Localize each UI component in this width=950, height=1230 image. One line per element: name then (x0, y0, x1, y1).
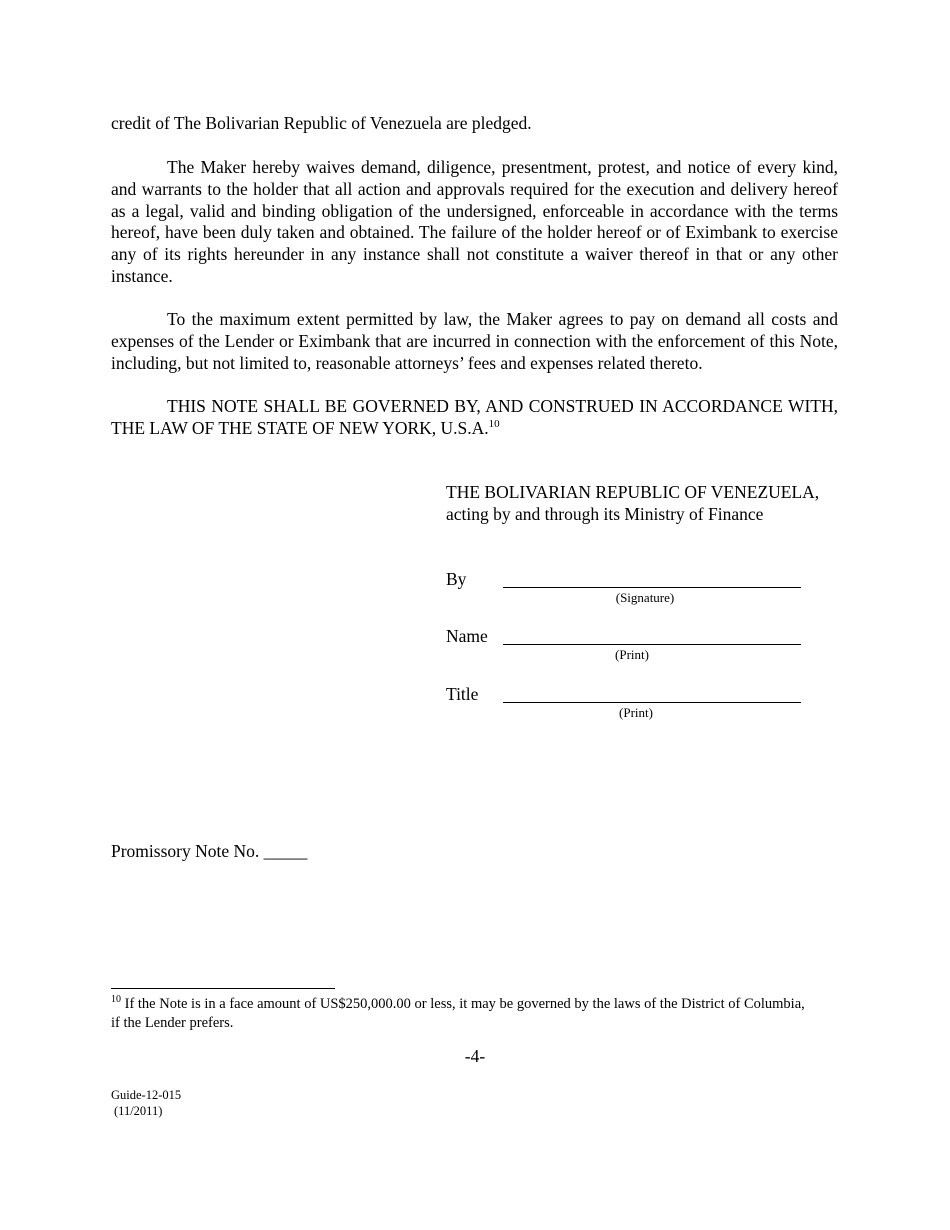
footnote (111, 995, 811, 1032)
title-caption: (Print) (619, 705, 653, 720)
note-number-label: Promissory Note No. (111, 841, 260, 861)
signatory-name: THE BOLIVARIAN REPUBLIC OF VENEZUELA, (446, 482, 820, 502)
by-label: By (446, 569, 467, 589)
name-line[interactable] (503, 644, 801, 645)
page-number: -4- (464, 1046, 486, 1066)
footnote-text: If the Note is in a face amount of US$250,000.00 or less, it may be governed by the laws of the District of Columbia, if the Lender prefers. (111, 996, 805, 1031)
name-caption: (Print) (615, 647, 649, 662)
guide-reference (111, 1088, 181, 1119)
governing-law-block (111, 396, 838, 440)
waiver-text: The Maker hereby waives demand, diligence, presentment, protest, and notice of every kind, and warrants to the holder that all action and approvals required for the execution and delivery hereof as a legal, valid and binding obligation of the undersigned, enforceable in accordance with the terms hereof, have been duly taken and obtained. The failure of the holder hereof or of Eximbank to exercise any of its rights hereunder in any instance shall not constitute a waiver thereof in that or any other instance. (111, 157, 838, 286)
governing-law-paragraph (111, 396, 838, 440)
costs-text: To the maximum extent permitted by law, the Maker agrees to pay on demand all costs and expenses of the Lender or Eximbank that are incurred in connection with the enforcement of this Note, including, but not limited to, reasonable attorneys’ fees and expenses related thereto. (111, 309, 838, 373)
governing-law-text: THIS NOTE SHALL BE GOVERNED BY, AND CONSTRUED IN ACCORDANCE WITH, THE LAW OF THE STATE OF NEW YORK, U.S.A. (111, 396, 838, 438)
name-label: Name (446, 626, 488, 646)
signature-caption: (Signature) (615, 590, 675, 605)
costs-paragraph (111, 309, 838, 374)
note-number-blank[interactable]: _____ (263, 841, 308, 861)
title-line[interactable] (503, 702, 801, 703)
guide-code: Guide-12-015 (111, 1088, 182, 1102)
footnote-reference: 10 (488, 417, 500, 430)
waiver-paragraph (111, 157, 838, 288)
signature-line[interactable] (503, 587, 801, 588)
title-label: Title (446, 684, 479, 704)
promissory-note-number (111, 841, 307, 863)
footnote-number: 10 (111, 994, 121, 1006)
guide-date: (11/2011) (114, 1103, 163, 1118)
signatory-capacity: acting by and through its Ministry of Finance (446, 504, 764, 524)
continuation-text: credit of The Bolivarian Republic of Venezuela are pledged. (111, 113, 532, 133)
footnote-divider (111, 988, 335, 989)
